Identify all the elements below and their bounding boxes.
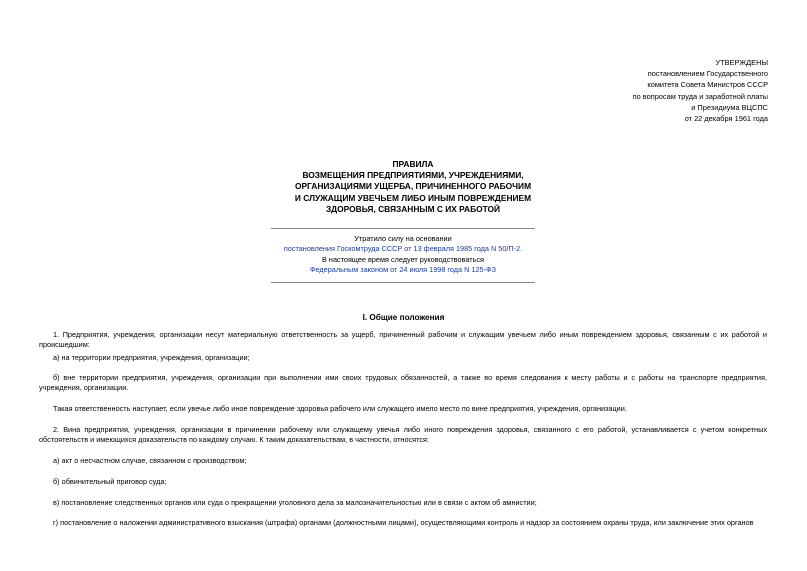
title-line: И СЛУЖАЩИМ УВЕЧЬЕМ ЛИБО ИНЫМ ПОВРЕЖДЕНИЕМ [294, 192, 532, 203]
notice-text: В настоящее время следует руководствоваться [322, 254, 484, 264]
repeal-notice [271, 228, 535, 283]
paragraph: 1. Предприятия, учреждения, организации несут материальную ответственность за ущерб, причиненный рабочим и служащим увечьем либо иным повреждением здоровья, связанным с их работой и происшедшим: [39, 330, 767, 350]
federal-law-link[interactable]: Федеральным законом от 24 июля 1998 года N 125-ФЗ [309, 265, 497, 275]
repeal-decree-link[interactable]: постановления Госкомтруда СССР от 13 февраля 1985 года N 50/П-2. [283, 244, 523, 254]
title-line: ПРАВИЛА [392, 159, 434, 169]
paragraph: Такая ответственность наступает, если увечье либо иное повреждение здоровья рабочего или служащего имело место по вине предприятия, учреждения, организации. [53, 404, 627, 413]
paragraph: в) постановление следственных органов или суда о прекращении уголовного дела за малозначительностью или в связи с актом об амнистии; [53, 498, 537, 507]
document-title [140, 159, 686, 215]
approval-line: от 22 декабря 1961 года [684, 114, 768, 124]
paragraph: а) акт о несчастном случае, связанном с производством; [53, 456, 247, 465]
approval-line: и Президиума ВЦСПС [691, 102, 768, 112]
approval-line: УТВЕРЖДЕНЫ [715, 58, 768, 67]
paragraph: а) на территории предприятия, учреждения, организации; [53, 353, 250, 362]
approval-block [633, 57, 768, 124]
approval-line: постановлением Государственного [647, 69, 768, 79]
paragraph: г) постановление о наложении административного взыскания (штрафа) органами (должностными лицами), осуществляющими контроль и надзор за состоянием охраны труда, или заключение этих органов [53, 518, 754, 527]
section-heading: I. Общие положения [362, 313, 445, 322]
approval-line: по вопросам труда и заработной платы [632, 91, 768, 101]
title-line: ЗДОРОВЬЯ, СВЯЗАННЫМ С ИХ РАБОТОЙ [325, 203, 501, 214]
approval-line: комитета Совета Министров СССР [647, 80, 768, 90]
notice-text: Утратило силу на основании [354, 234, 452, 243]
paragraph: 2. Вина предприятия, учреждения, организации в причинении рабочему или служащему увечья либо иного повреждения здоровья, связанного с его работой, устанавливается с учетом конкретных обстоятельств и имеющихся доказательств по каждому случаю. К таким доказательствам, в частности, относятся: [39, 425, 767, 445]
paragraph: б) обвинительный приговор суда; [53, 477, 167, 486]
title-line: ОРГАНИЗАЦИЯМИ УЩЕРБА, ПРИЧИНЕННОГО РАБОЧИМ [294, 181, 532, 192]
paragraph: б) вне территории предприятия, учреждения, организации при выполнении ими своих трудовых обязанностей, а также во время следования к месту работы и с работы на транспорте предприятия, учреждения, организации. [39, 373, 767, 393]
title-line: ВОЗМЕЩЕНИЯ ПРЕДПРИЯТИЯМИ, УЧРЕЖДЕНИЯМИ, [302, 170, 524, 181]
